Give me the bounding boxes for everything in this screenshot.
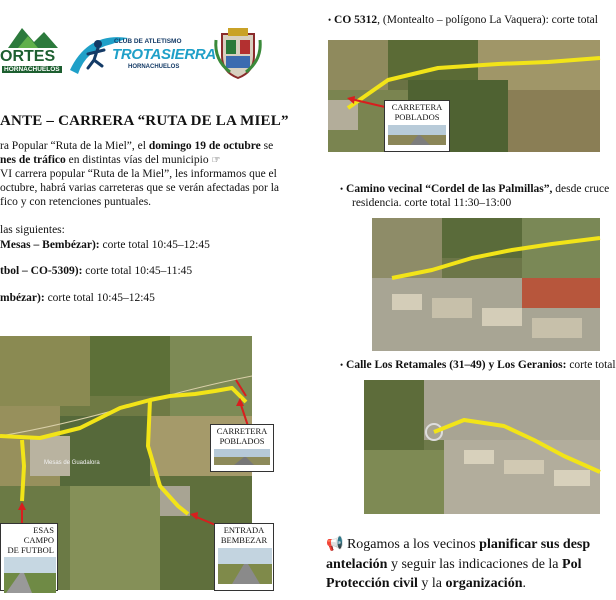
intro-line4: octubre, habrá varias carreteras que se verán afectadas por la [0, 182, 280, 194]
intro-line6: las siguientes: [0, 224, 65, 236]
road-photo [214, 449, 270, 465]
road-item-retamales: • Calle Los Retamales (31–49) y Los Geranios: corte total [340, 359, 616, 371]
callout-line1: CARRETERA [216, 426, 268, 436]
intro-line3: VI carrera popular “Ruta de la Miel”, les informamos que el [0, 168, 277, 180]
callout-line2: POBLADOS [394, 111, 440, 122]
road-photo [388, 125, 446, 145]
map-retamales [364, 380, 600, 514]
ortes-logo [0, 22, 58, 76]
club-line1: CLUB DE ATLETISMO [114, 38, 182, 45]
pointing-icon: ☞ [211, 155, 221, 166]
coat-of-arms-icon [212, 26, 264, 80]
club-name: TROTASIERRA [112, 46, 216, 63]
road-item-1: Mesas – Bembézar): corte total 10:45–12:45 [0, 239, 210, 251]
road-item-3: mbézar): corte total 10:45–12:45 [0, 292, 155, 304]
closing-line3: Protección civil y la organización. [326, 576, 526, 591]
closing-line1: 📢 Rogamos a los vecinos planificar sus desp [326, 537, 591, 552]
callout-line1: ESAS CAMPO [23, 525, 54, 545]
intro-line5: fico y con retenciones puntuales. [0, 196, 152, 208]
road-item-cordel: • Camino vecinal “Cordel de las Palmillas”, desde cruce [340, 183, 610, 195]
club-town: HORNACHUELOS [128, 64, 180, 70]
town-label: Mesas de Guadalora [44, 460, 100, 466]
callout-line2: DE FUTBOL [7, 544, 54, 555]
page-title: ANTE – CARRERA “RUTA DE LA MIEL” [0, 113, 289, 129]
intro-line2: nes de tráfico en distintas vías del municipio ☞ [0, 154, 221, 166]
ortes-logo-subtext: HORNACHUELOS [4, 66, 60, 73]
road-item-cordel-line2: residencia. corte total 11:30–13:00 [352, 197, 512, 209]
callout-line1: CARRETERA [391, 102, 443, 112]
intro-line1: ra Popular “Ruta de la Miel”, el domingo 19 de octubre se [0, 140, 274, 152]
callout-line1: ENTRADA [223, 525, 265, 535]
megaphone-icon: 📢 [326, 537, 344, 552]
road-item-co5312: • CO 5312, (Montealto – polígono La Vaquera): corte total [328, 14, 598, 26]
trotasierra-logo [68, 30, 216, 78]
arrow-icon [345, 93, 389, 113]
callout-carretera-poblados-2 [384, 100, 450, 152]
map-cordel-palmillas [372, 218, 600, 351]
road-item-2: tbol – CO-5309): corte total 10:45–11:45 [0, 265, 193, 277]
callout-carretera-poblados [210, 424, 274, 472]
road-photo [218, 548, 272, 584]
road-photo [4, 557, 56, 593]
callout-line2: BEMBEZAR [220, 534, 268, 545]
callout-entrada-bembezar [214, 523, 274, 591]
closing-line2: antelación y seguir las indicaciones de la Pol [326, 557, 582, 572]
callout-campo-futbol [0, 523, 58, 591]
callout-line2: POBLADOS [219, 435, 265, 446]
ortes-logo-text: ORTES [0, 48, 56, 65]
